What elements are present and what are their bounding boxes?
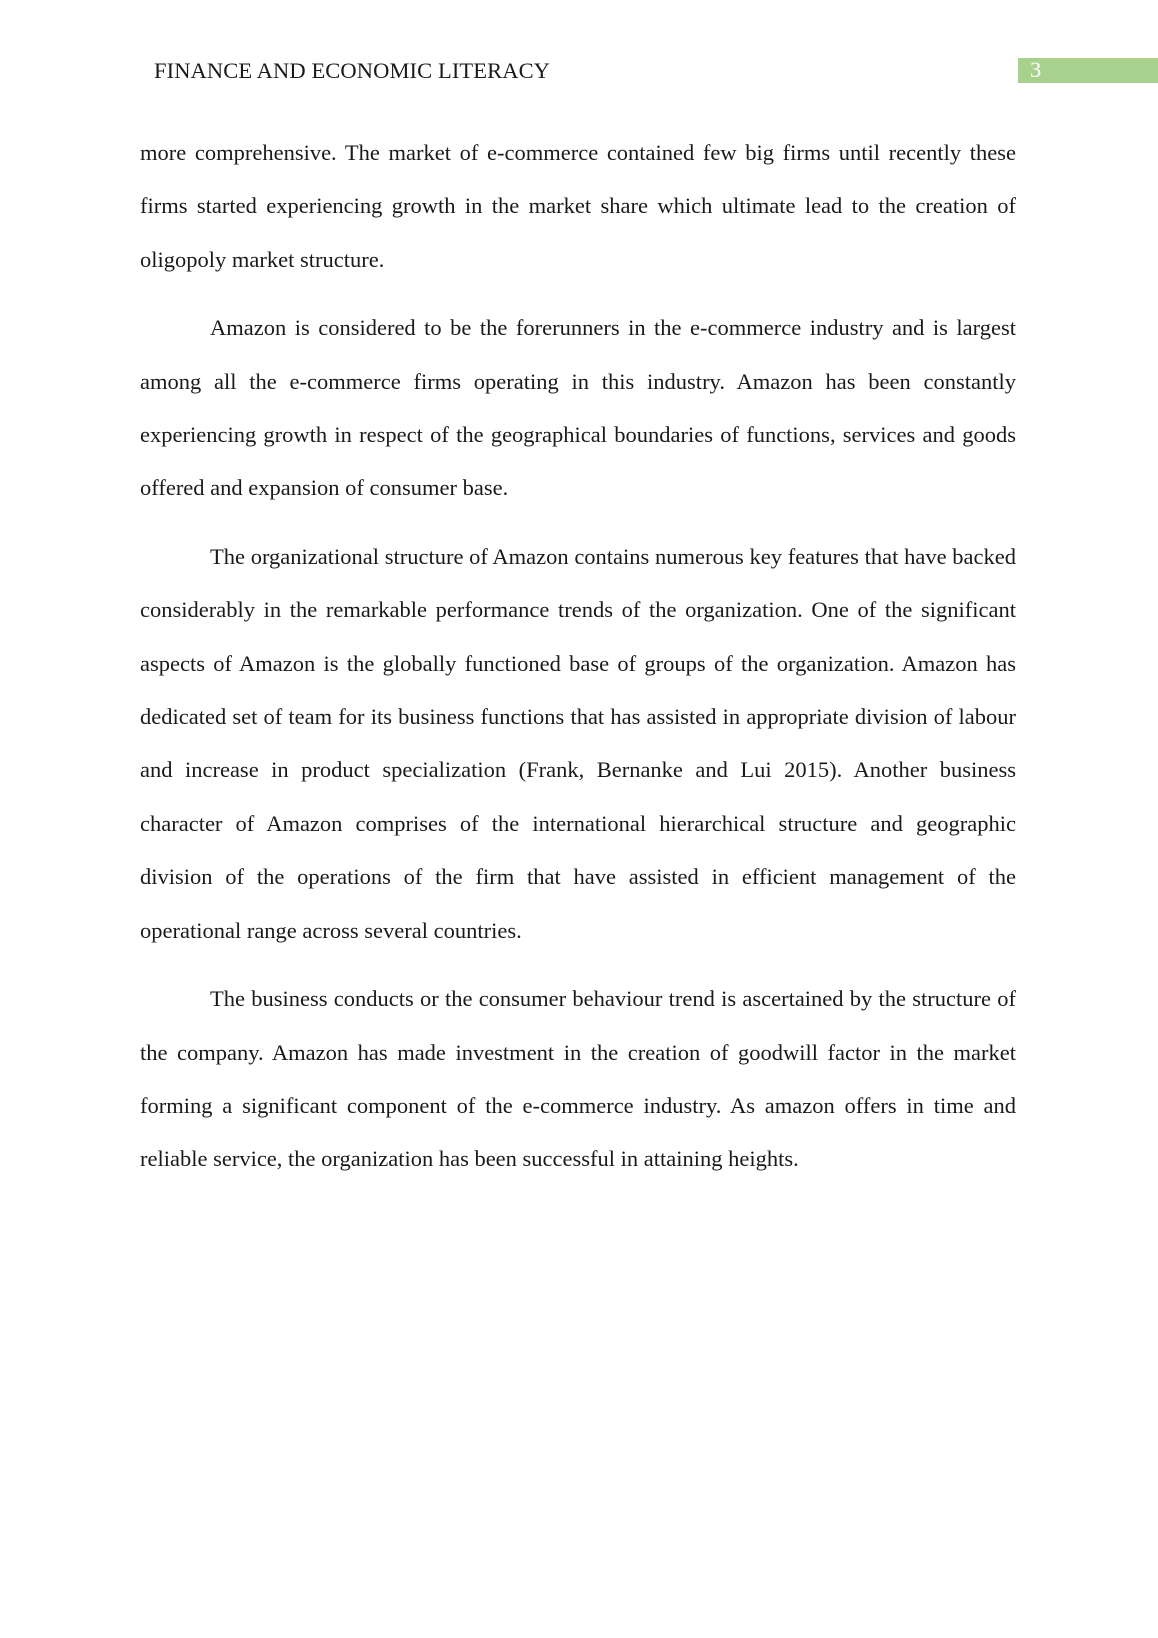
body-text bbox=[140, 126, 1016, 1201]
paragraph-business-conduct: The business conducts or the consumer behaviour trend is ascertained by the structure of the company. Amazon has made investment in the creation of goodwill factor in the market forming a significant component of the e-commerce industry. As amazon offers in time and reliable service, the organization has been successful in attaining heights. bbox=[140, 986, 1016, 1172]
paragraph-organizational-structure: The organizational structure of Amazon contains numerous key features that have backed considerably in the remarkable performance trends of the organization. One of the significant aspects of Amazon is the globally functioned base of groups of the organization. Amazon has dedicated set of team for its business functions that has assisted in appropriate division of labour and increase in product specialization (Frank, Bernanke and Lui 2015). Another business character of Amazon comprises of the international hierarchical structure and geographic division of the operations of the firm that have assisted in efficient management of the operational range across several countries. bbox=[140, 543, 1016, 943]
page-number-badge bbox=[1018, 58, 1158, 83]
running-head: FINANCE AND ECONOMIC LITERACY bbox=[154, 58, 551, 83]
page-number: 3 bbox=[1030, 57, 1042, 82]
paragraph-continuation: more comprehensive. The market of e-commerce contained few big firms until recently these firms started experiencing growth in the market share which ultimate lead to the creation of oligopoly market structure. bbox=[140, 140, 1016, 272]
paragraph-amazon-forerunner: Amazon is considered to be the forerunners in the e-commerce industry and is largest among all the e-commerce firms operating in this industry. Amazon has been constantly experiencing growth in respect of the geographical boundaries of functions, services and goods offered and expansion of consumer base. bbox=[140, 315, 1016, 501]
